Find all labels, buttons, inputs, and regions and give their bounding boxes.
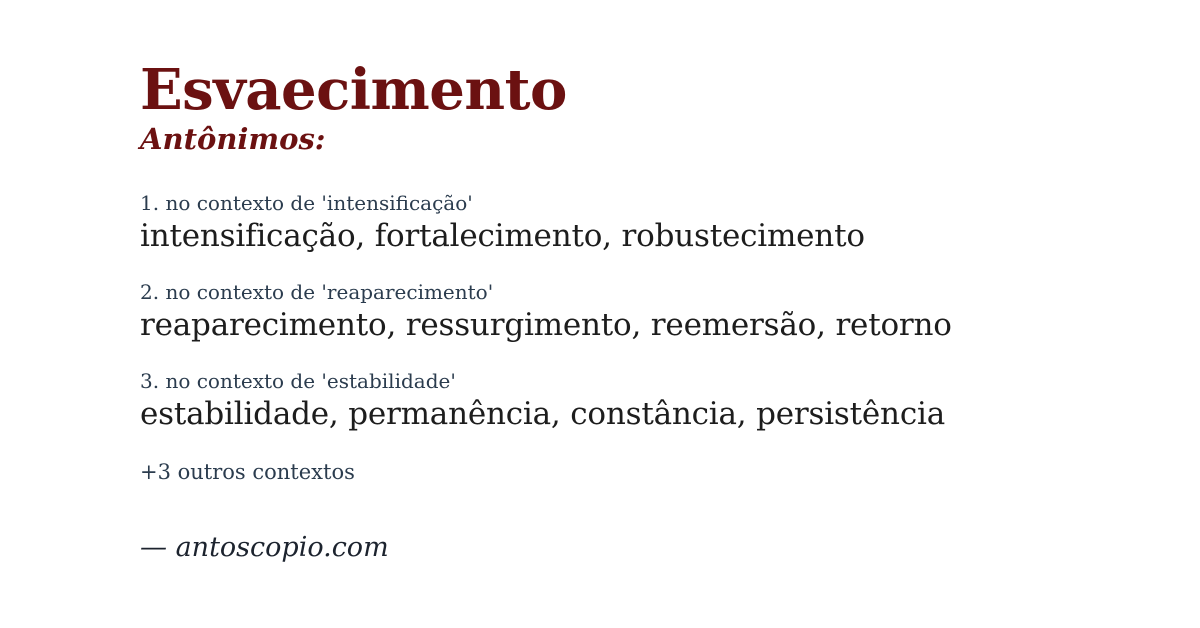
antonyms-line-2: reaparecimento, ressurgimento, reemersão, retorno [140,307,952,344]
antonyms-line-3: estabilidade, permanência, constância, persistência [140,396,945,433]
context-label-2: 2. no contexto de 'reaparecimento' [140,280,494,305]
more-contexts-note: +3 outros contextos [140,460,355,485]
context-group [140,190,1160,256]
antonyms-heading: Antônimos: [140,122,326,157]
context-label-3: 3. no contexto de 'estabilidade' [140,369,456,394]
context-label-1: 1. no contexto de 'intensificação' [140,191,473,216]
page-title: Esvaecimento [140,57,567,123]
context-group [140,279,1160,345]
antonyms-line-1: intensificação, fortalecimento, robustecimento [140,218,865,255]
context-group [140,368,1160,434]
context-list [140,190,1160,434]
attribution-source: — antoscopio.com [140,532,389,564]
